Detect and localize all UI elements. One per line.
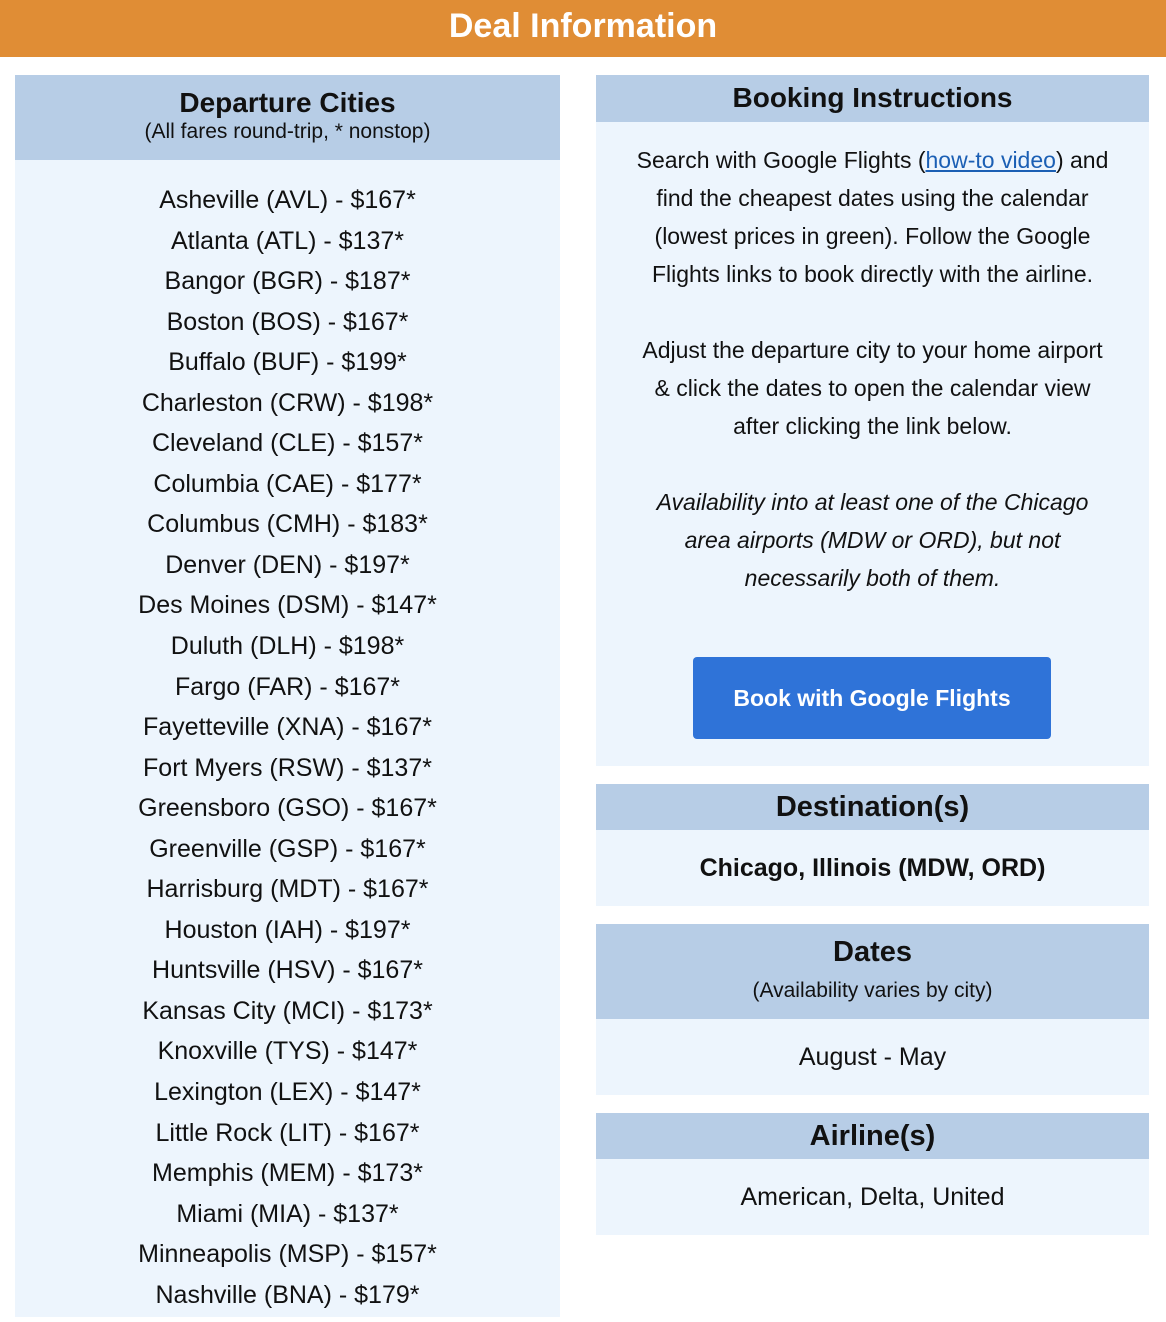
- departure-city-item: Huntsville (HSV) - $167*: [152, 956, 423, 985]
- departure-city-item: Denver (DEN) - $197*: [165, 550, 410, 579]
- departure-city-item: Charleston (CRW) - $198*: [141, 388, 434, 417]
- dates-header: [596, 924, 1149, 1019]
- departure-city-item: Little Rock (LIT) - $167*: [155, 1118, 420, 1147]
- departure-city-item: Bangor (BGR) - $187*: [164, 267, 411, 296]
- dates-title: Dates: [833, 936, 912, 968]
- departure-city-item: Cleveland (CLE) - $157*: [152, 429, 423, 458]
- departure-city-item: Duluth (DLH) - $198*: [170, 632, 405, 661]
- departure-city-item: Knoxville (TYS) - $147*: [157, 1037, 418, 1066]
- dates-value: August - May: [798, 1043, 947, 1071]
- departure-city-item: Atlanta (ATL) - $137*: [171, 226, 404, 255]
- departure-city-item: Boston (BOS) - $167*: [166, 307, 409, 336]
- booking-instructions-panel: [596, 75, 1149, 766]
- destination-title: Destination(s): [596, 784, 1149, 830]
- departure-city-item: Buffalo (BUF) - $199*: [168, 348, 407, 377]
- booking-p1-after: ) and find the cheapest dates using the calendar (lowest prices in green). Follow the Google Flights links to book directly with the airline.: [651, 147, 1109, 287]
- departure-city-item: Asheville (AVL) - $167*: [159, 186, 416, 214]
- deal-info-banner: [0, 0, 1166, 57]
- departure-city-item: Fargo (FAR) - $167*: [174, 672, 401, 701]
- departure-city-item: Lexington (LEX) - $147*: [154, 1078, 421, 1107]
- departure-city-item: Des Moines (DSM) - $147*: [138, 591, 437, 620]
- banner-title: Deal Information: [448, 7, 718, 45]
- departure-city-list: [15, 160, 560, 1315]
- departure-cities-subtitle: (All fares round-trip, * nonstop): [144, 120, 431, 143]
- departure-cities-title: Departure Cities: [179, 87, 396, 118]
- departure-city-item: Harrisburg (MDT) - $167*: [146, 875, 429, 904]
- departure-city-item: Greensboro (GSO) - $167*: [138, 794, 437, 823]
- departure-city-item: Houston (IAH) - $197*: [164, 915, 411, 944]
- dates-panel: [596, 924, 1149, 1095]
- departure-city-item: Miami (MIA) - $137*: [176, 1199, 399, 1228]
- departure-city-item: Fayetteville (XNA) - $167*: [142, 713, 432, 742]
- booking-paragraph-1: [596, 141, 1149, 293]
- destination-value: Chicago, Illinois (MDW, ORD): [699, 854, 1046, 882]
- airlines-title: Airline(s): [596, 1113, 1149, 1159]
- departure-city-item: Fort Myers (RSW) - $137*: [143, 753, 432, 782]
- departure-cities-panel: [15, 75, 560, 1317]
- airlines-value: American, Delta, United: [740, 1183, 1005, 1211]
- destination-panel: [596, 784, 1149, 906]
- departure-city-item: Columbia (CAE) - $177*: [153, 469, 422, 498]
- booking-instructions-title: Booking Instructions: [596, 75, 1149, 122]
- departure-city-item: Nashville (BNA) - $179*: [155, 1280, 420, 1309]
- departure-city-item: Columbus (CMH) - $183*: [147, 510, 428, 539]
- departure-city-item: Memphis (MEM) - $173*: [152, 1159, 423, 1188]
- departure-city-item: Minneapolis (MSP) - $157*: [138, 1240, 437, 1269]
- departure-city-item: Greenville (GSP) - $167*: [149, 834, 426, 863]
- booking-p1-before: Search with Google Flights (: [636, 147, 926, 173]
- how-to-video-link[interactable]: how-to video: [925, 147, 1056, 173]
- airlines-panel: [596, 1113, 1149, 1235]
- departure-city-item: Kansas City (MCI) - $173*: [142, 996, 433, 1025]
- book-google-flights-button[interactable]: Book with Google Flights: [693, 657, 1051, 739]
- dates-subtitle: (Availability varies by city): [752, 979, 993, 1002]
- departure-cities-header: [15, 75, 560, 160]
- booking-paragraph-3: Availability into at least one of the Chicago area airports (MDW or ORD), but not necessarily both of them.: [656, 489, 1089, 591]
- booking-paragraph-2: Adjust the departure city to your home airport & click the dates to open the calendar view after clicking the link below.: [642, 337, 1103, 439]
